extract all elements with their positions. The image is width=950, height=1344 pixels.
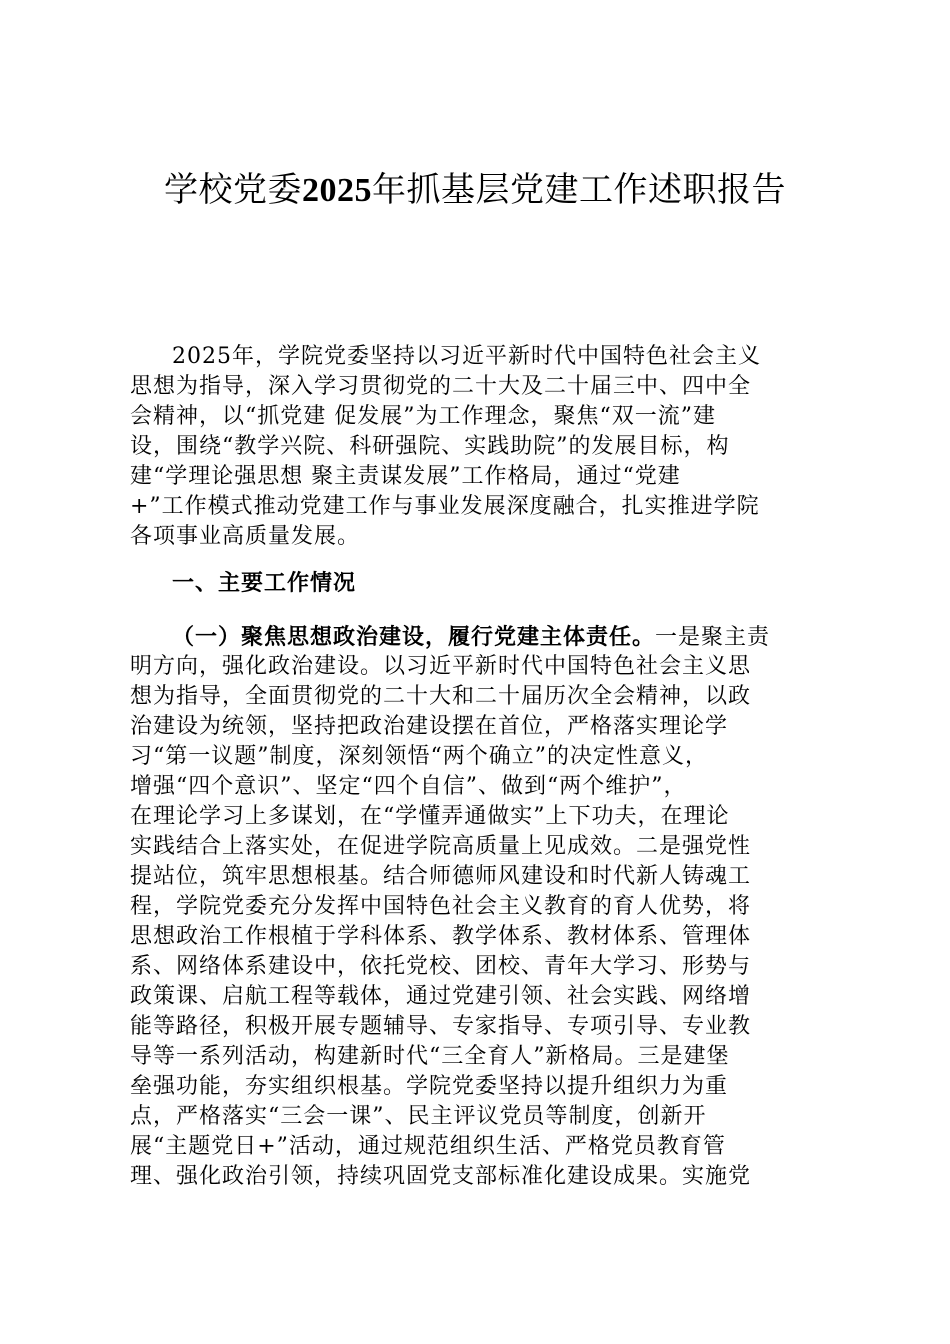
- body-line: 想为指导，全面贯彻党的二十大和二十届历次全会精神，以政: [130, 684, 752, 709]
- intro-line: 会精神，以“抓党建 促发展”为工作理念，聚焦“双一流”建: [130, 404, 716, 429]
- body-line: 系、网络体系建设中，依托党校、团校、青年大学习、形势与: [130, 954, 752, 979]
- subsection-text: 一是聚主责: [655, 625, 771, 650]
- body-line: 治建设为统领，坚持把政治建设摆在首位，严格落实理论学: [130, 714, 729, 739]
- body-line: 政策课、启航工程等载体，通过党建引领、社会实践、网络增: [130, 984, 752, 1009]
- body-line: 明方向，强化政治建设。以习近平新时代中国特色社会主义思: [130, 654, 752, 679]
- document-title: [0, 166, 950, 215]
- body-line: 程，学院党委充分发挥中国特色社会主义教育的育人优势，将: [130, 894, 752, 919]
- body-line: 增强“四个意识”、坚定“四个自信”、做到“两个维护”，: [130, 774, 687, 799]
- body-line: 习“第一议题”制度，深刻领悟“两个确立”的决定性意义，: [130, 744, 708, 769]
- body-line: 理、强化政治引领，持续巩固党支部标准化建设成果。实施党: [130, 1164, 752, 1189]
- intro-line: +”工作模式推动党建工作与事业发展深度融合，扎实推进学院: [130, 494, 760, 519]
- title-suffix: 年抓基层党建工作述职报告: [372, 170, 786, 210]
- body-line: 在理论学习上多谋划，在“学懂弄通做实”上下功夫，在理论: [130, 804, 730, 829]
- body-line: 展“主题党日+”活动，通过规范组织生活、严格党员教育管: [130, 1134, 726, 1159]
- title-prefix: 学校党委: [164, 170, 302, 210]
- title-year: 2025: [302, 172, 372, 209]
- body-line: 点，严格落实“三会一课”、民主评议党员等制度，创新开: [130, 1104, 707, 1129]
- body-line: 实践结合上落实处，在促进学院高质量上见成效。二是强党性: [130, 834, 752, 859]
- body-line: 思想政治工作根植于学科体系、教学体系、教材体系、管理体: [130, 924, 752, 949]
- intro-line: 各项事业高质量发展。: [130, 524, 361, 549]
- intro-line: 思想为指导，深入学习贯彻党的二十大及二十届三中、四中全: [130, 374, 752, 399]
- section-heading: 一、主要工作情况: [172, 570, 357, 596]
- intro-line: 设，围绕“教学兴院、科研强院、实践助院”的发展目标，构: [130, 434, 730, 459]
- body-line: 垒强功能，夯实组织根基。学院党委坚持以提升组织力为重: [130, 1074, 729, 1099]
- body-line: 提站位，筑牢思想根基。结合师德师风建设和时代新人铸魂工: [130, 864, 752, 889]
- subsection-heading: （一）聚焦思想政治建设，履行党建主体责任。: [172, 624, 656, 650]
- body-line: 能等路径，积极开展专题辅导、专家指导、专项引导、专业教: [130, 1014, 752, 1039]
- subsection-first-line: [172, 621, 770, 654]
- body-line: 导等一系列活动，构建新时代“三全育人”新格局。三是建堡: [130, 1044, 730, 1069]
- intro-line: 建“学理论强思想 聚主责谋发展”工作格局，通过“党建: [130, 464, 681, 489]
- intro-line: 2025年，学院党委坚持以习近平新时代中国特色社会主义: [172, 344, 761, 369]
